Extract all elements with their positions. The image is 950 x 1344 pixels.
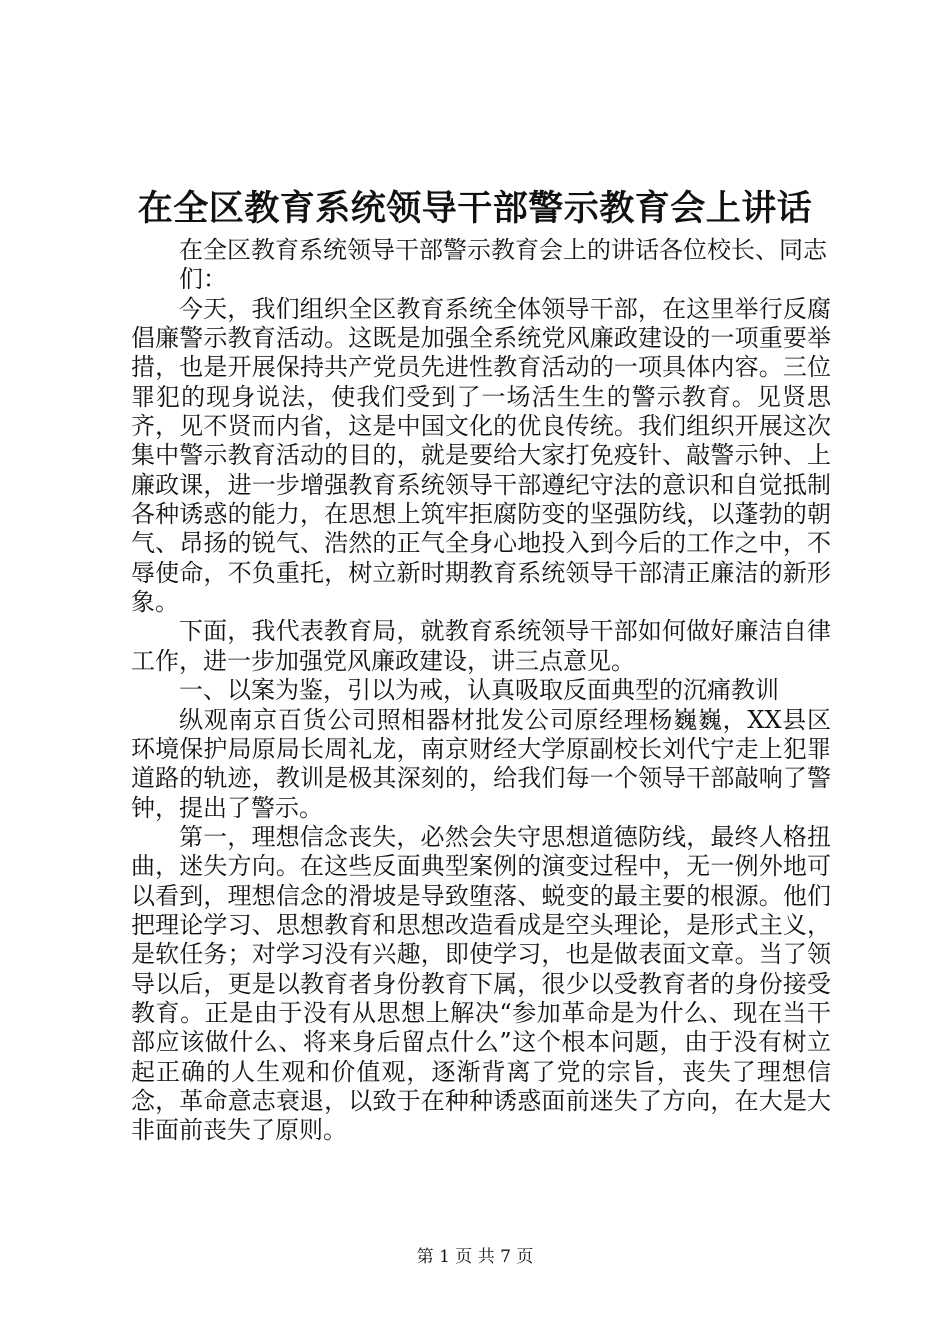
greeting-paragraph: 在全区教育系统领导干部警示教育会上的讲话各位校长、同志们： <box>179 236 827 294</box>
body-paragraph: 第一，理想信念丧失，必然会失守思想道德防线，最终人格扭曲，迷失方向。在这些反面典型案例的演变过程中，无一例外地可以看到，理想信念的滑坡是导致堕落、蜕变的最主要的根源。他们把理论学习、思想教育和思想改造看成是空头理论，是形式主义，是软任务；对学习没有兴趣，即使学习，也是做表面文章。当了领导以后，更是以教育者身份教育下属，很少以受教育者的身份接受教育。正是由于没有从思想上解决“参加革命是为什么、现在当干部应该做什么、将来身后留点什么”这个根本问题，由于没有树立起正确的人生观和价值观，逐渐背离了党的宗旨，丧失了理想信念，革命意志衰退，以致于在种种诱惑面前迷失了方向，在大是大非面前丧失了原则。 <box>131 822 831 1145</box>
body-paragraph: 纵观南京百货公司照相器材批发公司原经理杨巍巍，XX县区环境保护局原局长周礼龙，南京财经大学原副校长刘代宁走上犯罪道路的轨迹，教训是极其深刻的，给我们每一个领导干部敲响了警钟，提出了警示。 <box>131 705 831 822</box>
body-paragraph: 下面，我代表教育局，就教育系统领导干部如何做好廉洁自律工作，进一步加强党风廉政建设，讲三点意见。 <box>131 617 831 675</box>
section-heading: 一、以案为鉴，引以为戒，认真吸取反面典型的沉痛教训 <box>179 676 779 705</box>
document-body <box>131 236 831 1146</box>
page-number-footer: 第 1 页 共 7 页 <box>416 1247 534 1267</box>
document-title: 在全区教育系统领导干部警示教育会上讲话 <box>137 188 813 229</box>
body-paragraph: 今天，我们组织全区教育系统全体领导干部，在这里举行反腐倡廉警示教育活动。这既是加强全系统党风廉政建设的一项重要举措，也是开展保持共产党员先进性教育活动的一项具体内容。三位罪犯的现身说法，使我们受到了一场活生生的警示教育。见贤思齐，见不贤而内省，这是中国文化的优良传统。我们组织开展这次集中警示教育活动的目的，就是要给大家打免疫针、敲警示钟、上廉政课，进一步增强教育系统领导干部遵纪守法的意识和自觉抵制各种诱惑的能力，在思想上筑牢拒腐防变的坚强防线，以蓬勃的朝气、昂扬的锐气、浩然的正气全身心地投入到今后的工作之中，不辱使命，不负重托，树立新时期教育系统领导干部清正廉洁的新形象。 <box>131 294 831 617</box>
